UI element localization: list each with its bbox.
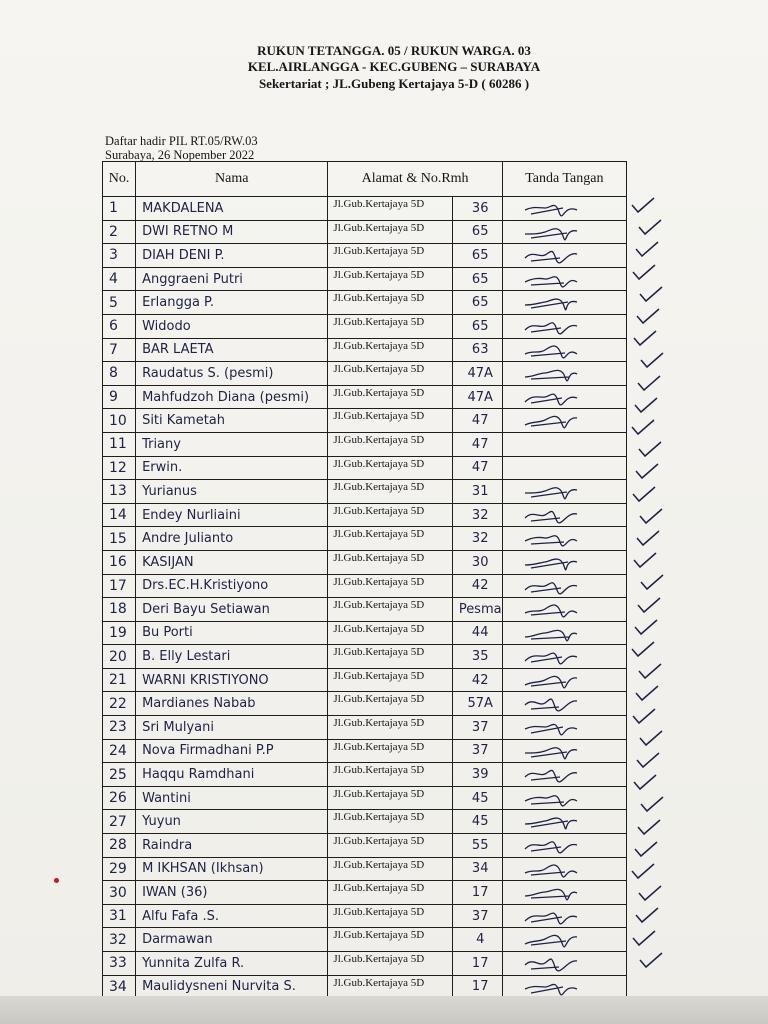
checkmark-icon [635,661,675,681]
table-row [103,574,627,598]
resident-address: Jl.Gub.Kertajaya 5D [328,598,452,622]
handwritten-signature-icon [521,929,591,949]
handwritten-signature-icon [521,717,591,737]
resident-name: Yurianus [136,480,328,504]
house-number: 17 [452,881,502,905]
checkmark-icon [637,572,677,592]
table-row [103,197,627,221]
resident-address: Jl.Gub.Kertajaya 5D [328,763,452,787]
checkmark-icon [630,772,670,792]
table-row [103,480,627,504]
handwritten-signature-icon [521,741,591,761]
house-number: 31 [452,480,502,504]
signature-cell [502,385,626,409]
checkmark-icon [632,683,672,703]
checkmark-icon [637,350,677,370]
resident-name: B. Elly Lestari [136,645,328,669]
signature-cell [502,739,626,763]
table-header-row [103,162,627,197]
house-number: 47 [452,432,502,456]
checkmark-icon [636,284,676,304]
header-line-1: RUKUN TETANGGA. 05 / RUKUN WARGA. 03 [257,43,531,58]
row-number: 33 [103,952,136,976]
row-number: 24 [103,739,136,763]
resident-address: Jl.Gub.Kertajaya 5D [328,621,452,645]
table-row [103,763,627,787]
resident-name: Mardianes Nabab [136,692,328,716]
resident-address: Jl.Gub.Kertajaya 5D [328,362,452,386]
signature-cell [502,197,626,221]
handwritten-signature-icon [521,340,591,360]
resident-address: Jl.Gub.Kertajaya 5D [328,409,452,433]
table-row [103,834,627,858]
resident-name: Raindra [136,834,328,858]
table-row [103,786,627,810]
table-row [103,952,627,976]
row-number: 5 [103,291,136,315]
house-number: 17 [452,952,502,976]
house-number: 55 [452,834,502,858]
row-number: 29 [103,857,136,881]
resident-address: Jl.Gub.Kertajaya 5D [328,928,452,952]
handwritten-signature-icon [521,269,591,289]
resident-name: DIAH DENI P. [136,244,328,268]
row-number: 23 [103,716,136,740]
attendance-table [102,161,627,1023]
checkmark-icon [634,595,674,615]
resident-name: M IKHSAN (Ikhsan) [136,857,328,881]
table-row [103,904,627,928]
resident-name: Wantini [136,786,328,810]
handwritten-signature-icon [521,363,591,383]
header-line-2: KEL.AIRLANGGA - KEC.GUBENG – SURABAYA [247,59,541,74]
resident-name: Mahfudzoh Diana (pesmi) [136,385,328,409]
house-number: 65 [452,244,502,268]
row-number: 26 [103,786,136,810]
row-number: 28 [103,834,136,858]
checkmark-icon [629,928,669,948]
checkmark-icon [632,239,672,259]
table-row [103,244,627,268]
handwritten-signature-icon [521,552,591,572]
resident-address: Jl.Gub.Kertajaya 5D [328,480,452,504]
resident-address: Jl.Gub.Kertajaya 5D [328,267,452,291]
resident-address: Jl.Gub.Kertajaya 5D [328,668,452,692]
checkmark-icon [630,550,670,570]
table-row [103,810,627,834]
row-number: 31 [103,904,136,928]
table-row [103,645,627,669]
handwritten-signature-icon [521,977,591,997]
resident-name: Andre Julianto [136,527,328,551]
house-number: 4 [452,928,502,952]
resident-address: Jl.Gub.Kertajaya 5D [328,692,452,716]
table-row [103,716,627,740]
signature-cell [502,668,626,692]
house-number: 47 [452,409,502,433]
handwritten-signature-icon [521,292,591,312]
checkmark-icon [628,639,668,659]
resident-name: Bu Porti [136,621,328,645]
resident-address: Jl.Gub.Kertajaya 5D [328,432,452,456]
handwritten-signature-icon [521,222,591,242]
checkmark-icon [637,794,677,814]
table-row [103,503,627,527]
signature-cell [502,645,626,669]
handwritten-signature-icon [521,245,591,265]
resident-name: Deri Bayu Setiawan [136,598,328,622]
row-number: 32 [103,928,136,952]
row-number: 18 [103,598,136,622]
row-number: 4 [103,267,136,291]
resident-address: Jl.Gub.Kertajaya 5D [328,291,452,315]
signature-cell [502,338,626,362]
signature-cell [502,503,626,527]
resident-address: Jl.Gub.Kertajaya 5D [328,810,452,834]
house-number: 32 [452,527,502,551]
table-row [103,739,627,763]
signature-cell [502,291,626,315]
resident-name: IWAN (36) [136,881,328,905]
signature-cell [502,928,626,952]
header-line-3: Sekertariat ; JL.Gubeng Kertajaya 5-D ( 60286 ) [258,76,530,91]
table-row [103,338,627,362]
row-number: 6 [103,314,136,338]
signature-cell [502,881,626,905]
resident-address: Jl.Gub.Kertajaya 5D [328,456,452,480]
column-header-no: No. [103,162,136,197]
resident-address: Jl.Gub.Kertajaya 5D [328,385,452,409]
resident-address: Jl.Gub.Kertajaya 5D [328,952,452,976]
row-number: 15 [103,527,136,551]
handwritten-signature-icon [521,623,591,643]
resident-address: Jl.Gub.Kertajaya 5D [328,574,452,598]
table-row [103,928,627,952]
signature-cell [502,834,626,858]
signature-cell [502,409,626,433]
house-number: 32 [452,503,502,527]
house-number: 37 [452,739,502,763]
handwritten-signature-icon [521,859,591,879]
house-number: 44 [452,621,502,645]
resident-name: MAKDALENA [136,197,328,221]
checkmark-icon [629,706,669,726]
resident-name: KASIJAN [136,550,328,574]
row-number: 2 [103,220,136,244]
checkmark-icon [636,950,676,970]
signature-cell [502,857,626,881]
resident-name: Endey Nurliaini [136,503,328,527]
house-number: 39 [452,763,502,787]
row-number: 8 [103,362,136,386]
house-number: 17 [452,975,502,999]
signature-cell [502,220,626,244]
resident-name: Raudatus S. (pesmi) [136,362,328,386]
resident-address: Jl.Gub.Kertajaya 5D [328,244,452,268]
table-row [103,598,627,622]
checkmark-icon [633,306,673,326]
checkmark-icon [636,728,676,748]
checkmark-icon [635,883,675,903]
resident-name: Widodo [136,314,328,338]
handwritten-signature-icon [521,811,591,831]
row-number: 13 [103,480,136,504]
house-number: 37 [452,716,502,740]
signature-cell [502,810,626,834]
signature-cell [502,621,626,645]
resident-address: Jl.Gub.Kertajaya 5D [328,645,452,669]
signature-cell [502,952,626,976]
resident-name: Siti Kametah [136,409,328,433]
table-row [103,314,627,338]
attendance-title: Daftar hadir PIL RT.05/RW.03 [105,134,258,148]
checkmark-icon [634,817,674,837]
resident-name: Yuyun [136,810,328,834]
signature-cell [502,314,626,338]
house-number: 57A [452,692,502,716]
signature-cell [502,598,626,622]
handwritten-signature-icon [521,906,591,926]
checkmark-icon [631,395,671,415]
checkmark-column [628,195,678,985]
resident-address: Jl.Gub.Kertajaya 5D [328,527,452,551]
resident-name: Anggraeni Putri [136,267,328,291]
row-number: 14 [103,503,136,527]
house-number: 45 [452,810,502,834]
resident-name: Erlangga P. [136,291,328,315]
house-number: 65 [452,314,502,338]
handwritten-signature-icon [521,387,591,407]
row-number: 20 [103,645,136,669]
page-bottom-edge [0,996,768,1024]
row-number: 34 [103,975,136,999]
checkmark-icon [631,839,671,859]
house-number: 42 [452,574,502,598]
resident-address: Jl.Gub.Kertajaya 5D [328,220,452,244]
table-row [103,527,627,551]
resident-address: Jl.Gub.Kertajaya 5D [328,716,452,740]
signature-cell [502,904,626,928]
handwritten-signature-icon [521,316,591,336]
checkmark-icon [629,262,669,282]
signature-cell [502,267,626,291]
table-row [103,220,627,244]
resident-address: Jl.Gub.Kertajaya 5D [328,503,452,527]
house-number: 63 [452,338,502,362]
row-number: 19 [103,621,136,645]
checkmark-icon [632,905,672,925]
house-number: 65 [452,291,502,315]
resident-address: Jl.Gub.Kertajaya 5D [328,314,452,338]
handwritten-signature-icon [521,481,591,501]
house-number: 47 [452,456,502,480]
row-number: 11 [103,432,136,456]
handwritten-signature-icon [521,599,591,619]
table-row [103,550,627,574]
row-number: 3 [103,244,136,268]
house-number: 30 [452,550,502,574]
table-row [103,409,627,433]
signature-cell [502,362,626,386]
column-header-tanda-tangan: Tanda Tangan [502,162,626,197]
checkmark-icon [630,328,670,348]
signature-cell [502,527,626,551]
table-row [103,362,627,386]
resident-address: Jl.Gub.Kertajaya 5D [328,550,452,574]
table-row [103,456,627,480]
house-number: 47A [452,362,502,386]
house-number: 65 [452,220,502,244]
checkmark-icon [631,617,671,637]
table-row [103,692,627,716]
house-number: Pesma [452,598,502,622]
house-number: 36 [452,197,502,221]
resident-name: Darmawan [136,928,328,952]
signature-cell [502,432,626,456]
resident-address: Jl.Gub.Kertajaya 5D [328,975,452,999]
resident-name: Yunnita Zulfa R. [136,952,328,976]
place-date: Surabaya, 26 Nopember 2022 [105,148,255,162]
resident-address: Jl.Gub.Kertajaya 5D [328,338,452,362]
checkmark-icon [632,461,672,481]
resident-name: DWI RETNO M [136,220,328,244]
resident-name: WARNI KRISTIYONO [136,668,328,692]
resident-address: Jl.Gub.Kertajaya 5D [328,786,452,810]
resident-name: Nova Firmadhani P.P [136,739,328,763]
row-number: 7 [103,338,136,362]
handwritten-signature-icon [521,670,591,690]
house-number: 65 [452,267,502,291]
handwritten-signature-icon [521,576,591,596]
signature-cell [502,244,626,268]
row-number: 25 [103,763,136,787]
ink-dot [54,878,59,883]
table-row [103,432,627,456]
signature-cell [502,480,626,504]
house-number: 34 [452,857,502,881]
handwritten-signature-icon [521,528,591,548]
checkmark-icon [633,750,673,770]
table-row [103,881,627,905]
handwritten-signature-icon [521,835,591,855]
signature-cell [502,786,626,810]
checkmark-icon [628,861,668,881]
column-header-nama: Nama [136,162,328,197]
checkmark-icon [634,373,674,393]
resident-address: Jl.Gub.Kertajaya 5D [328,834,452,858]
house-number: 45 [452,786,502,810]
handwritten-signature-icon [521,646,591,666]
table-row [103,291,627,315]
handwritten-signature-icon [521,882,591,902]
checkmark-icon [635,217,675,237]
resident-name: Haqqu Ramdhani [136,763,328,787]
row-number: 17 [103,574,136,598]
signature-cell [502,763,626,787]
table-row [103,621,627,645]
handwritten-signature-icon [521,953,591,973]
resident-address: Jl.Gub.Kertajaya 5D [328,739,452,763]
resident-name: Erwin. [136,456,328,480]
resident-name: Sri Mulyani [136,716,328,740]
house-number: 42 [452,668,502,692]
row-number: 27 [103,810,136,834]
resident-name: Triany [136,432,328,456]
row-number: 1 [103,197,136,221]
checkmark-icon [629,484,669,504]
house-number: 47A [452,385,502,409]
signature-cell [502,550,626,574]
checkmark-icon [628,417,668,437]
table-row [103,857,627,881]
resident-address: Jl.Gub.Kertajaya 5D [328,197,452,221]
checkmark-icon [636,506,676,526]
resident-name: Drs.EC.H.Kristiyono [136,574,328,598]
house-number: 37 [452,904,502,928]
table-row [103,385,627,409]
resident-address: Jl.Gub.Kertajaya 5D [328,881,452,905]
signature-cell [502,574,626,598]
checkmark-icon [628,195,668,215]
handwritten-signature-icon [521,410,591,430]
row-number: 10 [103,409,136,433]
row-number: 22 [103,692,136,716]
handwritten-signature-icon [521,788,591,808]
handwritten-signature-icon [521,505,591,525]
resident-address: Jl.Gub.Kertajaya 5D [328,857,452,881]
signature-cell [502,692,626,716]
handwritten-signature-icon [521,764,591,784]
signature-cell [502,716,626,740]
handwritten-signature-icon [521,693,591,713]
column-header-alamat: Alamat & No.Rmh [328,162,502,197]
resident-name: Alfu Fafa .S. [136,904,328,928]
house-number: 35 [452,645,502,669]
table-body [103,197,627,1023]
row-number: 9 [103,385,136,409]
row-number: 30 [103,881,136,905]
checkmark-icon [635,439,675,459]
handwritten-signature-icon [521,198,591,218]
resident-name: BAR LAETA [136,338,328,362]
table-row [103,267,627,291]
signature-cell [502,456,626,480]
checkmark-icon [633,528,673,548]
table-row [103,668,627,692]
row-number: 21 [103,668,136,692]
resident-address: Jl.Gub.Kertajaya 5D [328,904,452,928]
row-number: 16 [103,550,136,574]
resident-name: Maulidysneni Nurvita S. [136,975,328,999]
row-number: 12 [103,456,136,480]
